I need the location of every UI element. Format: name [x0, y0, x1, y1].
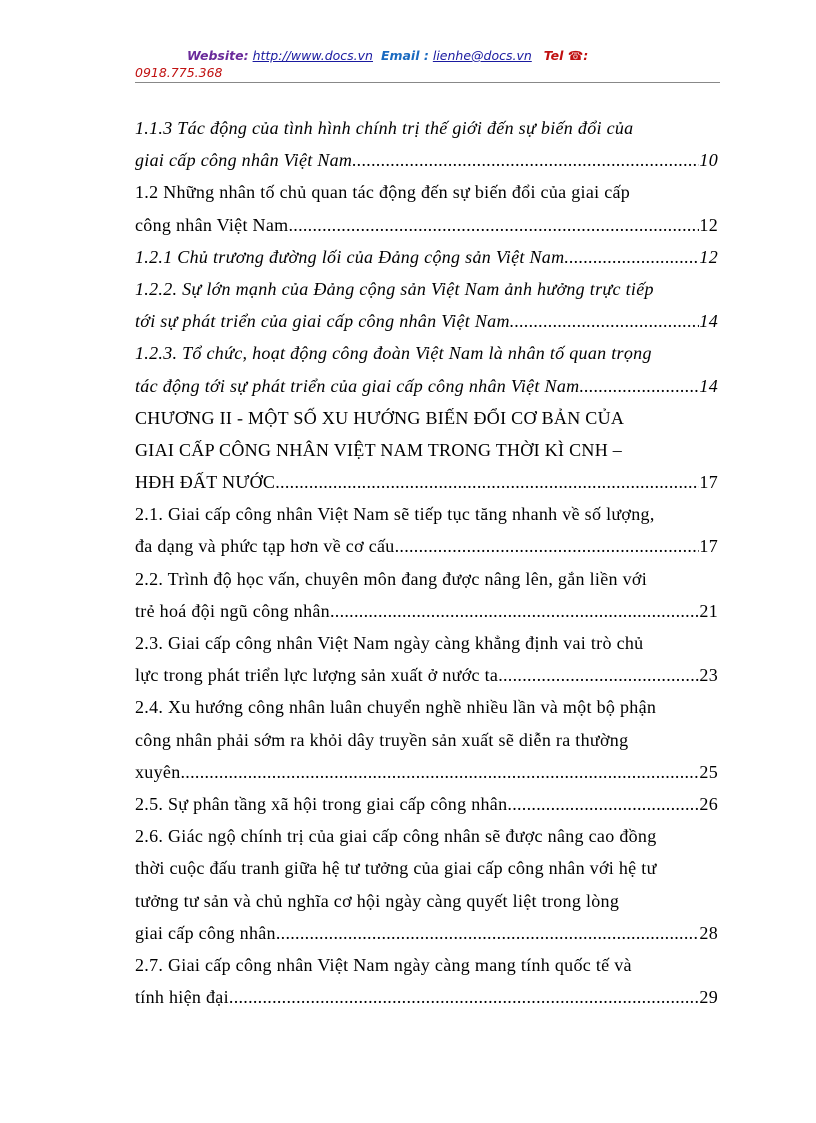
toc-entry[interactable]	[135, 949, 718, 1013]
toc-line	[135, 498, 718, 530]
toc-line	[135, 241, 718, 273]
dot-leader	[234, 981, 700, 1013]
toc-page-number: 14	[699, 311, 718, 332]
toc-entry[interactable]	[135, 627, 718, 691]
toc-entry-text: giai cấp công nhân.	[135, 922, 281, 943]
dot-leader	[584, 370, 699, 402]
toc-entry-text: thời cuộc đấu tranh giữa hệ tư tưởng của giai cấp công nhân với hệ tư	[135, 858, 657, 879]
phone-number: 0918.775.368	[135, 65, 223, 80]
toc-line	[135, 530, 718, 562]
toc-entry[interactable]	[135, 691, 718, 788]
dot-leader	[352, 144, 699, 176]
toc-line	[135, 659, 718, 691]
table-of-contents	[135, 112, 718, 1013]
toc-entry-text: trẻ hoá đội ngũ công nhân.	[135, 600, 335, 621]
toc-line	[135, 402, 718, 434]
website-link[interactable]: http://www.docs.vn	[252, 48, 373, 63]
toc-entry-text: công nhân Việt Nam.	[135, 214, 294, 235]
toc-line	[135, 756, 718, 788]
email-link[interactable]: lienhe@docs.vn	[432, 48, 532, 63]
toc-entry-text: GIAI CẤP CÔNG NHÂN VIỆT NAM TRONG THỜI KÌ CNH –	[135, 439, 623, 460]
toc-page-number: 10	[699, 150, 718, 171]
toc-line	[135, 949, 718, 981]
toc-page-number: 17	[699, 536, 718, 557]
toc-line	[135, 370, 718, 402]
toc-line	[135, 852, 718, 884]
toc-line	[135, 981, 718, 1013]
toc-entry-text: 2.7. Giai cấp công nhân Việt Nam ngày càng mang tính quốc tế và	[135, 954, 632, 975]
toc-entry-text: 2.2. Trình độ học vấn, chuyên môn đang được nâng lên, gắn liền với	[135, 568, 648, 589]
toc-entry-text: tính hiện đại.	[135, 987, 234, 1008]
toc-entry-text: 1.1.3 Tác động của tình hình chính trị thế giới đến sự biến đổi của	[135, 118, 634, 138]
toc-page-number: 12	[699, 246, 718, 267]
dot-leader	[399, 530, 699, 562]
toc-line	[135, 466, 718, 498]
toc-line	[135, 305, 718, 337]
toc-page-number: 12	[699, 214, 718, 235]
toc-entry[interactable]	[135, 402, 718, 499]
toc-line	[135, 144, 718, 176]
toc-line	[135, 595, 718, 627]
toc-entry[interactable]	[135, 820, 718, 949]
toc-line	[135, 209, 718, 241]
email-label: Email :	[380, 48, 429, 63]
toc-page-number: 26	[699, 793, 718, 814]
dot-leader	[507, 788, 699, 820]
toc-line	[135, 724, 718, 756]
toc-entry[interactable]	[135, 112, 718, 176]
toc-entry[interactable]	[135, 563, 718, 627]
toc-line	[135, 434, 718, 466]
toc-page-number: 17	[699, 472, 718, 493]
toc-page-number: 28	[699, 922, 718, 943]
header-divider	[135, 82, 720, 83]
toc-entry[interactable]	[135, 241, 718, 273]
toc-line	[135, 627, 718, 659]
toc-entry-text: 2.3. Giai cấp công nhân Việt Nam ngày càng khẳng định vai trò chủ	[135, 633, 644, 653]
toc-entry-text: xuyên.	[135, 761, 186, 782]
toc-entry[interactable]	[135, 788, 718, 820]
toc-entry-text: 2.6. Giác ngộ chính trị của giai cấp công nhân sẽ được nâng cao đồng	[135, 826, 657, 847]
toc-entry-text: HĐH ĐẤT NƯỚC	[135, 472, 276, 493]
toc-line	[135, 917, 718, 949]
toc-line	[135, 788, 718, 820]
toc-entry-text: tưởng tư sản và chủ nghĩa cơ hội ngày càng quyết liệt trong lòng	[135, 890, 620, 911]
toc-line	[135, 337, 718, 369]
toc-entry-text: 2.5. Sự phân tầng xã hội trong giai cấp công nhân	[135, 793, 508, 814]
dot-leader	[515, 305, 700, 337]
toc-page-number: 14	[699, 375, 718, 396]
dot-leader	[564, 241, 699, 273]
dot-leader	[293, 209, 699, 241]
toc-entry-text: công nhân phải sớm ra khỏi dây truyền sản xuất sẽ diễn ra thường	[135, 729, 629, 750]
toc-page-number: 23	[699, 665, 718, 686]
dot-leader	[503, 659, 699, 691]
toc-entry-text: 1.2 Những nhân tố chủ quan tác động đến sự biến đổi của giai cấp	[135, 182, 631, 203]
page-header	[135, 47, 720, 81]
toc-line	[135, 885, 718, 917]
toc-page-number: 21	[699, 600, 718, 621]
toc-line	[135, 176, 718, 208]
dot-leader	[281, 917, 700, 949]
toc-entry-text: giai cấp công nhân Việt Nam	[135, 150, 353, 171]
tel-label: Tel ☎:	[543, 48, 589, 63]
toc-entry-text: CHƯƠNG II - MỘT SỐ XU HƯỚNG BIẾN ĐỔI CƠ BẢN CỦA	[135, 407, 625, 428]
toc-line	[135, 691, 718, 723]
toc-entry[interactable]	[135, 498, 718, 562]
toc-page-number: 29	[699, 987, 718, 1008]
toc-entry-text: tác động tới sự phát triển của giai cấp công nhân Việt Nam.	[135, 375, 585, 396]
toc-entry-text: đa dạng và phức tạp hơn về cơ cấu.	[135, 536, 400, 557]
toc-entry-text: 2.4. Xu hướng công nhân luân chuyển nghề nhiều lần và một bộ phận	[135, 697, 657, 718]
toc-line	[135, 273, 718, 305]
toc-entry-text: 1.2.2. Sự lớn mạnh của Đảng cộng sản Việt Nam ảnh hưởng trực tiếp	[135, 278, 654, 299]
toc-line	[135, 820, 718, 852]
toc-entry-text: tới sự phát triển của giai cấp công nhân Việt Nam.	[135, 311, 515, 332]
toc-entry-text: lực trong phát triển lực lượng sản xuất ở nước ta.	[135, 665, 503, 686]
website-label: Website:	[187, 48, 249, 63]
toc-line	[135, 563, 718, 595]
toc-entry[interactable]	[135, 337, 718, 401]
toc-entry[interactable]	[135, 176, 718, 240]
dot-leader	[275, 466, 699, 498]
toc-entry-text: 2.1. Giai cấp công nhân Việt Nam sẽ tiếp tục tăng nhanh về số lượng,	[135, 504, 655, 525]
toc-entry-text: 1.2.3. Tổ chức, hoạt động công đoàn Việt Nam là nhân tố quan trọng	[135, 343, 652, 364]
dot-leader	[335, 595, 700, 627]
toc-line	[135, 112, 718, 144]
toc-page-number: 25	[699, 761, 718, 782]
toc-entry-text: 1.2.1 Chủ trương đường lối của Đảng cộng sản Việt Nam	[135, 246, 565, 267]
dot-leader	[185, 756, 699, 788]
toc-entry[interactable]	[135, 273, 718, 337]
